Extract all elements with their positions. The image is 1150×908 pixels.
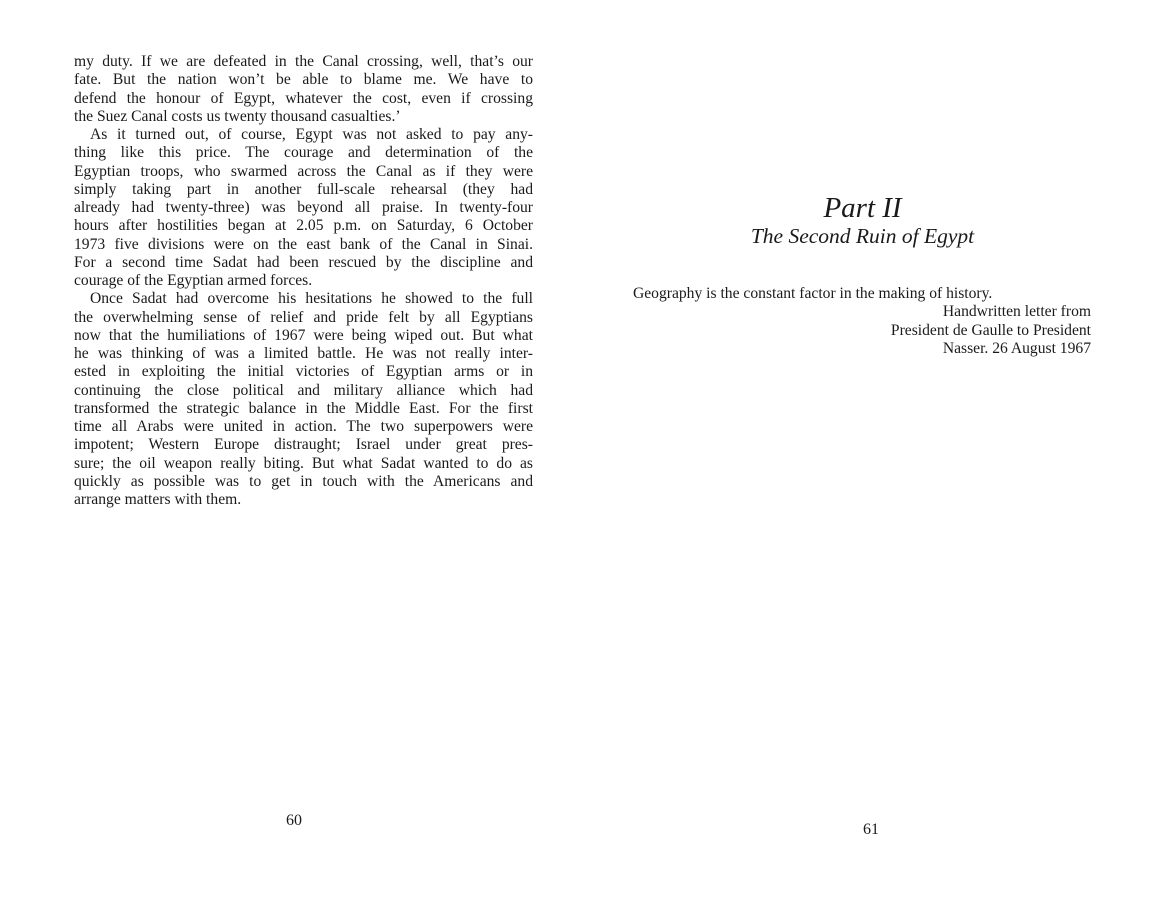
body-line: sure; the oil weapon really biting. But what Sadat wanted to do as xyxy=(74,454,533,472)
part-subtitle: The Second Ruin of Egypt xyxy=(750,224,975,248)
body-line: transformed the strategic balance in the Middle East. For the first xyxy=(74,399,533,417)
epigraph xyxy=(633,285,1091,359)
body-line: the Suez Canal costs us twenty thousand casualties.’ xyxy=(74,107,401,125)
body-line: ested in exploiting the initial victories of Egyptian arms or in xyxy=(74,363,533,381)
epigraph-quote: Geography is the constant factor in the making of history. xyxy=(633,285,993,302)
body-text xyxy=(74,53,533,509)
body-line: now that the humiliations of 1967 were being wiped out. But what xyxy=(74,326,533,344)
body-line: 1973 five divisions were on the east bank of the Canal in Sinai. xyxy=(74,235,533,253)
body-line: Once Sadat had overcome his hesitations he showed to the full xyxy=(90,290,533,308)
body-line: continuing the close political and military alliance which had xyxy=(74,381,533,399)
body-line: thing like this price. The courage and determination of the xyxy=(74,144,533,162)
body-line: he was thinking of was a limited battle. He was not really inter- xyxy=(74,345,533,362)
body-line: courage of the Egyptian armed forces. xyxy=(74,272,313,289)
body-line: already had twenty-three) was beyond all praise. In twenty-four xyxy=(74,199,533,216)
body-line: the overwhelming sense of relief and pride felt by all Egyptians xyxy=(74,308,533,326)
body-line: my duty. If we are defeated in the Canal crossing, well, that’s our xyxy=(74,53,533,70)
epigraph-attribution-line: Handwritten letter from xyxy=(942,303,1091,321)
body-line: For a second time Sadat had been rescued by the discipline and xyxy=(74,253,533,271)
body-line: quickly as possible was to get in touch with the Americans and xyxy=(74,472,533,490)
part-title xyxy=(575,191,1150,225)
right-page xyxy=(575,0,1150,908)
body-line: defend the honour of Egypt, whatever the cost, even if crossing xyxy=(74,89,533,107)
body-line: fate. But the nation won’t be able to blame me. We have to xyxy=(74,71,533,89)
body-line: Egyptian troops, who swarmed across the Canal as if they were xyxy=(74,162,533,180)
body-line: As it turned out, of course, Egypt was not asked to pay any- xyxy=(90,126,533,143)
body-line: hours after hostilities began at 2.05 p.m. on Saturday, 6 October xyxy=(74,217,533,235)
body-line: time all Arabs were united in action. The two superpowers were xyxy=(74,418,533,435)
body-line: impotent; Western Europe distraught; Israel under great pres- xyxy=(74,436,533,454)
body-line: simply taking part in another full-scale rehearsal (they had xyxy=(74,180,533,198)
epigraph-attribution-line: Nasser. 26 August 1967 xyxy=(942,340,1091,358)
part-title-text: Part II xyxy=(823,192,902,224)
page-number: 61 xyxy=(863,821,879,838)
page-number: 60 xyxy=(286,812,302,829)
body-line: arrange matters with them. xyxy=(74,491,242,508)
epigraph-attribution-line: President de Gaulle to President xyxy=(890,321,1091,339)
